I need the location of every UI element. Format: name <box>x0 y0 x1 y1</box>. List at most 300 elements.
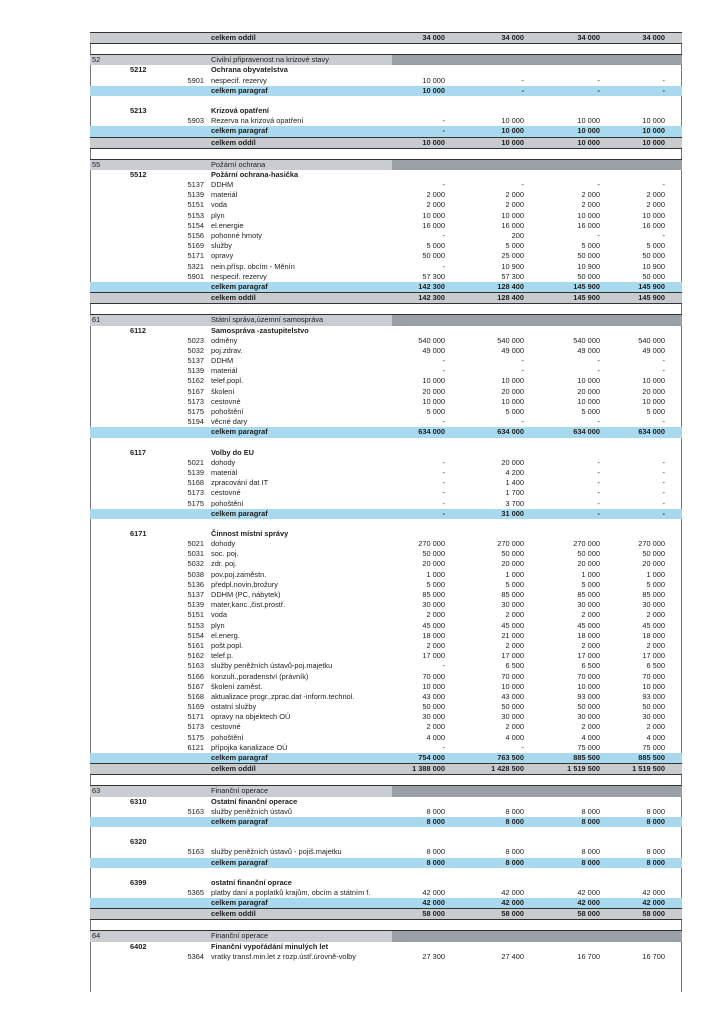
value-col-1: 5 000 <box>426 241 445 251</box>
item-code: 5171 <box>187 251 204 261</box>
value-col-3: 10 000 <box>577 376 600 386</box>
item-code: 5139 <box>187 600 204 610</box>
value-col-2: 45 000 <box>501 620 524 630</box>
table-row <box>90 407 682 417</box>
table-row <box>90 251 682 261</box>
section-header-row <box>90 785 682 796</box>
value-col-3: - <box>597 417 600 427</box>
item-description: mater,kanc.,čist.prostř. <box>211 600 286 610</box>
item-code: 5175 <box>187 732 204 742</box>
value-col-2: 128 400 <box>497 281 524 291</box>
item-description: věcné dary <box>211 417 248 427</box>
value-col-3: 1 519 500 <box>567 764 600 774</box>
value-col-2: 10 000 <box>501 210 524 220</box>
value-col-3: 4 000 <box>581 732 600 742</box>
item-code: 5167 <box>187 386 204 396</box>
value-col-2: 30 000 <box>501 600 524 610</box>
item-description: konzult.,poradenství (právník) <box>211 671 309 681</box>
value-col-1: 50 000 <box>422 549 445 559</box>
item-code: 5173 <box>187 722 204 732</box>
value-col-1: 10 000 <box>422 210 445 220</box>
value-col-4: - <box>662 231 665 240</box>
item-code: 5137 <box>187 590 204 599</box>
value-col-3: 20 000 <box>577 559 600 569</box>
item-description: pohoštění <box>211 407 244 416</box>
value-col-4: - <box>662 498 665 508</box>
value-col-2: 10 900 <box>501 261 524 271</box>
value-col-3: 17 000 <box>577 651 600 661</box>
value-col-4: 5 000 <box>646 241 665 251</box>
value-col-1: 16 000 <box>422 220 445 230</box>
value-col-3: 30 000 <box>577 600 600 610</box>
item-description: vratky transf.min.let z rozp.ústř.úrovně-volby <box>211 951 356 961</box>
table-row <box>90 180 682 190</box>
section-total-row <box>90 908 682 920</box>
table-row <box>90 397 682 407</box>
paragraph-header-row <box>90 837 682 847</box>
item-description: celkem paragraf <box>211 281 268 291</box>
value-col-3: 2 000 <box>581 640 600 650</box>
table-row <box>90 733 682 743</box>
value-col-3: 2 000 <box>581 190 600 200</box>
value-col-2: 43 000 <box>501 691 524 701</box>
value-col-2: 10 000 <box>501 126 524 136</box>
value-col-2: 2 000 <box>505 640 524 650</box>
value-col-3: - <box>597 467 600 477</box>
value-col-4: 18 000 <box>642 630 665 640</box>
value-col-1: 634 000 <box>418 427 445 437</box>
item-description: cestovné <box>211 488 241 498</box>
value-col-2: 200 <box>511 231 524 240</box>
paragraph-code: 6320 <box>130 837 147 847</box>
value-col-4: 10 000 <box>642 126 665 136</box>
item-description: předpl.novin,brožury <box>211 579 278 589</box>
section-header-row <box>90 54 682 65</box>
value-col-1: 50 000 <box>422 251 445 261</box>
value-col-4: 42 000 <box>642 887 665 897</box>
paragraph-header-row <box>90 529 682 539</box>
table-row <box>90 241 682 251</box>
section-header-row <box>90 930 682 941</box>
item-code: 5166 <box>187 671 204 681</box>
table-row <box>90 272 682 282</box>
table-row <box>90 952 682 962</box>
paragraph-header-row <box>90 448 682 458</box>
value-col-3: 10 000 <box>577 126 600 136</box>
value-col-4: 10 000 <box>642 396 665 406</box>
table-row <box>90 539 682 549</box>
value-col-3: 45 000 <box>577 620 600 630</box>
item-description: plyn <box>211 210 225 220</box>
item-description: Finanční operace <box>211 786 269 796</box>
item-code: 5167 <box>187 681 204 691</box>
value-col-3: 50 000 <box>577 251 600 261</box>
paragraph-header-row <box>90 942 682 952</box>
paragraph-header-row <box>90 170 682 180</box>
item-description: celkem paragraf <box>211 508 268 518</box>
value-col-3: 145 900 <box>573 281 600 291</box>
value-col-4: - <box>662 366 665 376</box>
value-col-1: - <box>442 356 445 366</box>
value-col-3: - <box>597 85 600 95</box>
table-row <box>90 610 682 620</box>
table-row <box>90 478 682 488</box>
value-col-3: - <box>597 488 600 498</box>
value-col-3: - <box>597 180 600 190</box>
value-col-2: 21 000 <box>501 630 524 640</box>
value-col-2: 634 000 <box>497 427 524 437</box>
value-col-1: - <box>442 180 445 190</box>
value-col-2: 85 000 <box>501 590 524 599</box>
item-description: DDHM (PC, nábytek) <box>211 590 281 599</box>
value-col-3: - <box>597 231 600 240</box>
value-col-4: 70 000 <box>642 671 665 681</box>
value-col-4: 2 000 <box>646 190 665 200</box>
table-row <box>90 76 682 86</box>
table-row <box>90 692 682 702</box>
item-description: opravy na objektech OÚ <box>211 712 291 722</box>
item-code: 5151 <box>187 200 204 210</box>
row-spacer <box>90 149 682 159</box>
section-code: 55 <box>92 159 101 169</box>
value-col-1: 58 000 <box>422 909 445 919</box>
paragraph-header-row <box>90 65 682 75</box>
value-col-1: 85 000 <box>422 590 445 599</box>
item-description: Krizová opatření <box>211 105 269 115</box>
value-col-1: - <box>442 742 445 752</box>
paragraph-code: 5213 <box>130 105 147 115</box>
paragraph-code: 6117 <box>130 447 147 457</box>
value-col-2: 10 000 <box>501 396 524 406</box>
table-row <box>90 458 682 468</box>
value-col-4: 93 000 <box>642 691 665 701</box>
table-row <box>90 499 682 509</box>
item-code: 5137 <box>187 180 204 190</box>
value-col-2: 49 000 <box>501 345 524 355</box>
table-row <box>90 356 682 366</box>
value-col-4: 85 000 <box>642 590 665 599</box>
value-col-4: - <box>662 467 665 477</box>
item-description: služby <box>211 241 232 251</box>
item-description: Ostatní finanční operace <box>211 796 298 806</box>
item-code: 5173 <box>187 488 204 498</box>
value-col-2: 8 000 <box>505 806 524 816</box>
table-row <box>90 743 682 753</box>
value-col-2: 31 000 <box>501 508 524 518</box>
item-code: 5163 <box>187 806 204 816</box>
value-col-3: 10 000 <box>577 210 600 220</box>
row-spacer <box>90 519 682 529</box>
item-code: 5136 <box>187 579 204 589</box>
value-col-1: - <box>442 261 445 271</box>
value-col-2: - <box>521 742 524 752</box>
section-total-row <box>90 137 682 149</box>
value-col-1: 10 000 <box>422 75 445 85</box>
item-description: celkem paragraf <box>211 816 268 826</box>
section-code: 64 <box>92 931 101 941</box>
table-row <box>90 661 682 671</box>
value-col-4: 20 000 <box>642 559 665 569</box>
section-code: 61 <box>92 315 101 325</box>
item-description: celkem paragraf <box>211 126 268 136</box>
item-description: celkem paragraf <box>211 427 268 437</box>
item-code: 5194 <box>187 417 204 427</box>
value-col-3: - <box>597 75 600 85</box>
value-col-3: 10 000 <box>577 396 600 406</box>
item-description: cestovné <box>211 396 241 406</box>
item-description: ostatní služby <box>211 702 257 712</box>
value-col-2: 5 000 <box>505 241 524 251</box>
item-description: Volby do EU <box>211 447 254 457</box>
value-col-1: 5 000 <box>426 407 445 416</box>
value-col-4: 885 500 <box>638 753 665 762</box>
value-col-3: 50 000 <box>577 702 600 712</box>
item-code: 5175 <box>187 407 204 416</box>
item-description: poj.zdrav. <box>211 345 243 355</box>
table-row <box>90 682 682 692</box>
item-code: 5139 <box>187 190 204 200</box>
value-col-2: - <box>521 75 524 85</box>
value-col-1: 20 000 <box>422 386 445 396</box>
value-col-4: 10 000 <box>642 116 665 126</box>
value-col-1: 8 000 <box>426 857 445 867</box>
value-col-3: 34 000 <box>577 33 600 42</box>
item-description: voda <box>211 610 228 620</box>
value-col-4: - <box>662 478 665 488</box>
value-col-2: 25 000 <box>501 251 524 261</box>
item-code: 5032 <box>187 345 204 355</box>
item-code: 5168 <box>187 691 204 701</box>
item-description: DDHM <box>211 356 234 366</box>
value-col-4: 50 000 <box>642 549 665 559</box>
value-col-4: 6 500 <box>646 661 665 671</box>
table-row <box>90 807 682 817</box>
value-col-4: 1 519 500 <box>632 764 665 774</box>
value-col-1: 8 000 <box>426 847 445 857</box>
item-code: 5153 <box>187 620 204 630</box>
value-col-2: 16 000 <box>501 220 524 230</box>
item-description: aktualizace progr.,zprac.dat -inform.technol. <box>211 691 355 701</box>
table-row <box>90 888 682 898</box>
paragraph-total-row <box>90 86 682 96</box>
value-col-2: 34 000 <box>501 33 524 42</box>
item-code: 5154 <box>187 220 204 230</box>
value-col-3: 50 000 <box>577 549 600 559</box>
value-col-4: 4 000 <box>646 732 665 742</box>
value-col-3: 8 000 <box>581 816 600 826</box>
value-col-3: - <box>597 478 600 488</box>
value-col-2: 6 500 <box>505 661 524 671</box>
value-col-3: 885 500 <box>573 753 600 762</box>
value-col-1: 8 000 <box>426 806 445 816</box>
section-code: 52 <box>92 55 101 65</box>
item-code: 5173 <box>187 396 204 406</box>
paragraph-total-row <box>90 126 682 136</box>
table-row <box>90 346 682 356</box>
item-description: Finanční operace <box>211 931 269 941</box>
table-row <box>90 847 682 857</box>
item-description: voda <box>211 200 228 210</box>
item-description: Finanční vypořádání minulých let <box>211 941 329 951</box>
row-spacer <box>90 44 682 54</box>
item-code: 5169 <box>187 241 204 251</box>
value-col-3: 5 000 <box>581 241 600 251</box>
item-code: 5032 <box>187 559 204 569</box>
value-col-3: - <box>597 508 600 518</box>
value-col-4: 16 700 <box>642 951 665 961</box>
row-spacer <box>90 827 682 837</box>
value-col-1: - <box>442 126 445 136</box>
item-code: 5901 <box>187 271 204 281</box>
item-description: celkem paragraf <box>211 753 268 762</box>
paragraph-code: 6112 <box>130 325 147 335</box>
value-col-1: 2 000 <box>426 640 445 650</box>
value-col-4: 145 900 <box>638 293 665 303</box>
item-description: cestovné <box>211 722 241 732</box>
item-description: pohoštění <box>211 498 244 508</box>
row-spacer <box>90 775 682 785</box>
value-col-2: 8 000 <box>505 857 524 867</box>
value-col-1: 754 000 <box>418 753 445 762</box>
item-code: 5169 <box>187 702 204 712</box>
value-col-1: 2 000 <box>426 190 445 200</box>
value-col-4: - <box>662 488 665 498</box>
value-col-2: 20 000 <box>501 457 524 467</box>
value-col-1: - <box>442 478 445 488</box>
item-code: 6121 <box>187 742 204 752</box>
value-col-2: 4 200 <box>505 467 524 477</box>
value-col-1: 42 000 <box>422 887 445 897</box>
value-col-2: 20 000 <box>501 386 524 396</box>
table-row <box>90 336 682 346</box>
item-code: 5364 <box>187 951 204 961</box>
value-col-1: 1 388 000 <box>412 764 445 774</box>
value-col-1: 4 000 <box>426 732 445 742</box>
value-col-4: 1 000 <box>646 569 665 579</box>
value-col-4: 42 000 <box>642 898 665 908</box>
row-spacer <box>90 868 682 878</box>
item-description: ostatní finanční oprace <box>211 877 292 887</box>
value-col-2: 3 700 <box>505 498 524 508</box>
value-col-2: 30 000 <box>501 712 524 722</box>
paragraph-header-row <box>90 106 682 116</box>
item-code: 5021 <box>187 457 204 467</box>
value-col-3: 8 000 <box>581 806 600 816</box>
value-col-4: 10 900 <box>642 261 665 271</box>
section-total-row <box>90 292 682 304</box>
item-description: dohody <box>211 457 236 467</box>
item-description: opravy <box>211 251 234 261</box>
item-code: 5163 <box>187 847 204 857</box>
value-col-3: 270 000 <box>573 539 600 549</box>
value-col-4: 8 000 <box>646 857 665 867</box>
value-col-4: 8 000 <box>646 816 665 826</box>
value-col-1: 142 300 <box>418 293 445 303</box>
table-row <box>90 231 682 241</box>
value-col-2: 2 000 <box>505 722 524 732</box>
item-code: 5156 <box>187 231 204 240</box>
table-row <box>90 221 682 231</box>
paragraph-total-row <box>90 817 682 827</box>
value-col-2: 57 300 <box>501 271 524 281</box>
table-row <box>90 366 682 376</box>
item-code: 5021 <box>187 539 204 549</box>
value-col-3: 2 000 <box>581 722 600 732</box>
item-description: el.energie <box>211 220 244 230</box>
value-col-4: 10 000 <box>642 137 665 147</box>
table-row <box>90 621 682 631</box>
value-col-1: - <box>442 366 445 376</box>
paragraph-total-row <box>90 753 682 763</box>
value-col-2: 8 000 <box>505 816 524 826</box>
value-col-4: 270 000 <box>638 539 665 549</box>
value-col-4: - <box>662 417 665 427</box>
value-col-1: 43 000 <box>422 691 445 701</box>
value-col-1: - <box>442 498 445 508</box>
table-row <box>90 190 682 200</box>
value-col-2: - <box>521 85 524 95</box>
value-col-3: 8 000 <box>581 847 600 857</box>
value-col-3: 1 000 <box>581 569 600 579</box>
item-description: Rezerva na krizová opatření <box>211 116 304 126</box>
value-col-1: 50 000 <box>422 702 445 712</box>
item-code: 5163 <box>187 661 204 671</box>
row-spacer <box>90 304 682 314</box>
value-col-1: 8 000 <box>426 816 445 826</box>
value-col-1: 27 300 <box>422 951 445 961</box>
value-col-1: 70 000 <box>422 671 445 681</box>
value-col-3: 70 000 <box>577 671 600 681</box>
value-col-4: - <box>662 457 665 467</box>
table-row <box>90 590 682 600</box>
value-col-4: 10 000 <box>642 210 665 220</box>
value-col-2: 2 000 <box>505 610 524 620</box>
value-col-1: 10 000 <box>422 396 445 406</box>
table-row <box>90 376 682 386</box>
value-col-3: 10 900 <box>577 261 600 271</box>
item-description: platby daní a poplatků krajům, obcím a státním f. <box>211 887 371 897</box>
item-description: celkem oddíl <box>211 909 256 919</box>
table-row <box>90 468 682 478</box>
value-col-3: 30 000 <box>577 712 600 722</box>
item-code: 5321 <box>187 261 204 271</box>
value-col-4: 2 000 <box>646 722 665 732</box>
paragraph-code: 6402 <box>130 941 147 951</box>
value-col-1: 2 000 <box>426 200 445 210</box>
item-description: nespecif. rezervy <box>211 271 267 281</box>
value-col-2: 10 000 <box>501 137 524 147</box>
value-col-1: 18 000 <box>422 630 445 640</box>
table-row <box>90 580 682 590</box>
row-spacer <box>90 438 682 448</box>
paragraph-code: 5512 <box>130 169 147 179</box>
table-row <box>90 600 682 610</box>
value-col-2: 2 000 <box>505 200 524 210</box>
value-col-3: 50 000 <box>577 271 600 281</box>
value-col-4: 20 000 <box>642 386 665 396</box>
value-col-3: - <box>597 366 600 376</box>
item-description: Státní správa,územní samospráva <box>211 315 324 325</box>
value-col-2: 20 000 <box>501 559 524 569</box>
section-total-row <box>90 32 682 44</box>
value-col-2: 10 000 <box>501 116 524 126</box>
value-col-1: 10 000 <box>422 681 445 691</box>
value-col-4: - <box>662 356 665 366</box>
value-col-2: 540 000 <box>497 335 524 345</box>
value-col-2: - <box>521 180 524 190</box>
value-col-4: 5 000 <box>646 407 665 416</box>
value-col-3: 145 900 <box>573 293 600 303</box>
